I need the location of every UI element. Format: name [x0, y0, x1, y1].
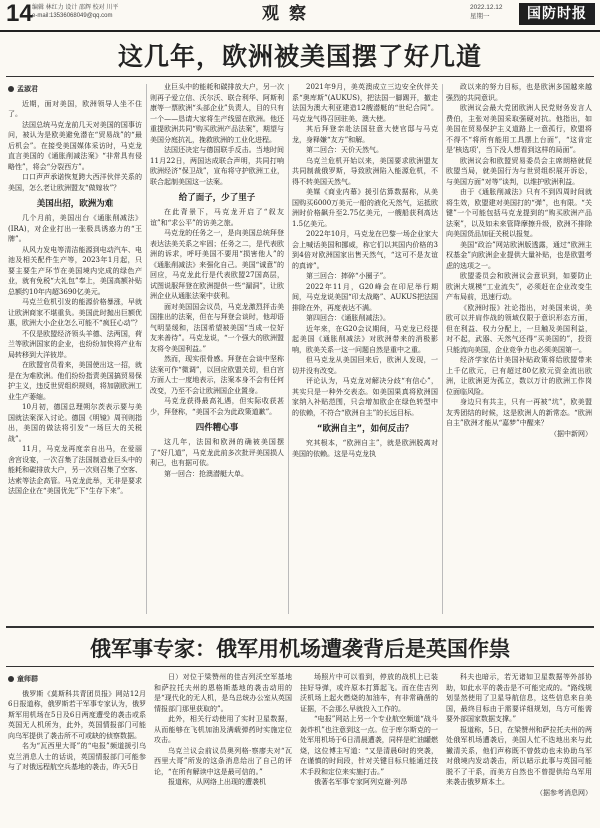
article1-column-1	[8, 82, 142, 620]
paragraph: 此外，相关行动使用了实时卫星数据，从而能够在飞机加油及满载弹药时实施定位攻击。	[154, 715, 292, 744]
paragraph: 法国还决定与德国联手反击。当地时间11月22日，两国达成联合声明，共同打响欧洲经济“保卫战”，宣布将守护欧洲工业，联合起制美国这一法案。	[150, 146, 284, 186]
headline-rule	[6, 76, 594, 77]
article1-headline: 这几年，欧洲被美国摆了好几道	[117, 42, 482, 71]
byline-author: 孟淑君	[17, 84, 38, 93]
paragraph: 欧洲议会和欧盟贸易委员会主席朗格就促欧盟当局，就美国行为与世贸组织展开诉讼，与美国方面“对等”谈判，以维护欧洲利益。	[446, 156, 592, 186]
article1-column-2	[150, 82, 284, 620]
paragraph: 身边只有共主，只有一再被“坑”，欧美盟友秀团结的时候，这是欧洲人的新常态。“欧洲自主”欧洲才能从“嘉梦”中醒来？	[446, 398, 592, 427]
paragraph: 马克龙获得最高礼遇，但实际收获甚少，拜登称，“美国不会为此政策道歉”。	[150, 397, 284, 416]
paragraph: 俄罗斯《莫斯科共青团员报》网站12月6日报道称，俄罗斯若干军事专家认为，俄罗斯军用机场在5日及6日两度遭受的袭击或系英国无人机所为，此外，英国情报部门可能向乌军提供了袭击所不可或缺的侦察数据。	[8, 689, 146, 740]
paragraph: 日）对位于梁赞州的佳吉列沃空军基地和萨拉托夫州的恩格斯基地的袭击动用的是“现代化的无人机，是乌总统办公室从英国情报部门那里获取的”。	[154, 673, 292, 713]
paragraph: 然而，现实很骨感。拜登在会谈中坚称法案可作“微调”，以回应欧盟关切，但白宫方面人士一度地表示，法案本身不会有任何改变，乃至不会让欧洲国企业置身。	[150, 355, 284, 395]
article1-column-3	[292, 82, 438, 620]
article1-column-4	[446, 82, 592, 620]
paragraph: 不仅是欧盟经济领头羊德、法两国，荷兰等欧洲国家的企业，也纷纷加快将产业布局转移到大洋彼岸。	[8, 329, 142, 359]
paragraph: 11月，马克龙再度亲自出马，在爱丽舍宫设宴，一次召集了法国制造业巨头中的能耗和碳排放大户，另一次则召集了空客、达索等法企高管。马克龙此举，无非是要求法国企业在“美国优先”下“生存下来”。	[8, 445, 142, 495]
paragraph: 在欧盟官员看来，美国使出这一招，就是在为难欧洲。他们纷纷指责美国搞贸易保护主义，违反世贸组织规则，将加剧欧洲工业生产萎缩。	[8, 361, 142, 401]
article2-column-1	[8, 672, 146, 824]
paragraph: 2022年10月，马克龙在巴黎一场企业家大会上喊话美国和挪威，称它们以其国内价格的3到4倍对欧洲国家出售天然气，“这可不是友谊的真谛”。	[292, 230, 438, 270]
paragraph: 欧洲议会最大党团欧洲人民党财务发言人费伯，主张对美国采取强硬对抗。他指出，如美国在贸易保护主义道路上一意孤行，欧盟将不得不“将所有能用工具摆上台面”，“这肯定是‘核选项’，当下没人想看到这样的局面”。	[446, 104, 592, 154]
paragraph: 由于《通胀削减法》只有不到四周时间就将生效，欧盟建对美国打的“弹”，也有限。“关键”一个可能包括马克龙提到的“购买欧洲产品法案”，以及如未来管降摩擦升级，欧洲不排除向美国货品加征关税以报复。	[446, 188, 592, 238]
issue-date: 2022.12.12	[470, 4, 503, 11]
paragraph: 2022年11月，G20峰会在印尼举行期间，马克龙说美国“印太战略”、AUKUS把法国排除在外，再度表达不满。	[292, 282, 438, 312]
paragraph: 近期，面对美国，欧洲领导人坐不住了。	[8, 99, 142, 118]
paragraph: 美国“政治”网站欧洲版透露，通过“欧洲主权基金”向欧洲企业提供大量补贴，也是欧盟考虑的选项之一。	[446, 240, 592, 270]
paragraph: 2021年9月，美英澳成立三边安全伙伴关系“奥库斯”(AUKUS)，把法国一脚踢开，撤走法国为澳大利亚建造12艘潜艇的“世纪合同”。马克龙气得召回驻美、澳大使。	[292, 83, 438, 123]
paragraph: 第二回合：天价天然气。	[306, 146, 383, 154]
paragraph: 口口声声承诺恢复跨大西洋伙伴关系的美国，怎么老让欧洲盟友“做嫁妆”？	[8, 173, 142, 192]
paragraph: 场照片中可以看到，停放的战机上已装挂好导弹，或许原本打算起飞。而在佳吉列沃机场上起火燃烧的加油车，有非常确凿的证据，不会那么早就投入工作的。	[300, 673, 438, 713]
article2-column-2	[154, 672, 292, 824]
source-credit: （据中新网）	[550, 429, 592, 438]
paragraph: 欧盟委员会和欧洲议会意识到，如要防止欧洲大规模“工业流失”，必须赶在企业改变生产布局前，迅速行动。	[446, 272, 592, 301]
paragraph: 报道称，5日，在梁赞州和萨拉托夫州的两处俄军机场遭袭后，美国人忙不迭地出来与此撇清关系，他们声称既不曾鼓动也未协助乌军对俄境内发动袭击，所以暗示此事与英国可能脱不了干系，而美方自然也不曾提供给乌军用来袭击俄罗斯本土。	[446, 725, 592, 786]
subheading: 美国出招，欧洲为难	[36, 199, 114, 209]
paragraph: 面对美国国会议员，马克龙激烈抨击美国推出的法案，但在与拜登会谈时，他却语气明显缓和，法国希望被美国“当成一位好友来善待”。马克龙说，“一个强大的欧洲盟友将令美国利益。”	[150, 302, 284, 353]
paragraph: 名为“瓦西里大哥”的“电报”频道援引乌克兰消息人士的话说，英国情报部门可能参与了对俄远程航空兵基地的袭击，昨天5日	[8, 742, 146, 771]
subheading: 给了面子，少了里子	[178, 193, 256, 203]
paragraph: 评论认为，马克龙对解决分歧“有信心”，其实只是一种外交表态。如美国果真将欧洲国家纳入补贴范围，只会增加欧企在绿色转型中的依赖，不符合“欧洲自主”的长远目标。	[292, 377, 438, 417]
section-rule	[6, 626, 594, 628]
editor-email: e-mail:13536068049@qq.com	[32, 13, 113, 19]
paragraph: “电报”网站上另一个专业航空频道“战斗轰炸机”也注意到这一点。位于库尔斯克的一处军用机场于6日清晨遭袭，同样是贮油罐燃烧，这位博主写道：“又是清晨6时的突袭，在谨慎的时间段，针对关键目标只能通过技术手段和定位来实施打击。”	[300, 715, 438, 776]
column-divider	[146, 84, 147, 614]
paragraph: 究其根本，“欧洲自主”，就是欧洲脱离对美国的依赖。这是马克龙执	[292, 439, 438, 458]
paragraph: 第三回合：摔碎“小圈子”。	[306, 272, 391, 280]
author-icon	[8, 676, 14, 682]
subheading: 四件糟心事	[195, 423, 239, 433]
issue-weekday: 星期一	[470, 13, 490, 20]
paragraph: 政以来的努力目标，也是欧洲多国越来越强烈的共同意识。	[446, 83, 592, 102]
column-divider	[288, 84, 289, 614]
paragraph: 业巨头中的能耗和碳排放大户，另一次则再子爱立信、沃尔沃、联合利华、阿斯利康等一票欧洲“头部企业”负责人，目的只有一个——恳请大家将生产线留在欧洲。他还重提欧洲共同“购买欧洲产品法案”，期望与美国分庭抗礼，挽救欧洲的工业化进程。	[150, 83, 284, 144]
paragraph: 在此背景下，马克龙开启了“叙友谊”和“求公平”的访美之旅。	[150, 208, 284, 227]
author-icon	[8, 86, 14, 92]
paragraph: 第四回合：《通胀削减法》。	[306, 314, 390, 322]
paragraph: 马克兰危机引发的能源价格暴涨，早就让欧洲商家不堪重负。美国此时抛出巨额优惠，欧洲大小企业怎么可能不“疯狂心动”？	[8, 298, 142, 327]
byline	[8, 84, 142, 95]
paragraph: 但马克龙从美国回来后，欧洲人发现，一切并没有改变。	[292, 356, 438, 375]
paragraph: 近年来，在G20会议期间，马克龙已经提起美国《通胀削减法》对欧洲带来的消极影响，欧美关系一这一问题自然是重中之重。	[292, 324, 438, 354]
paragraph: 从风力发电等清洁能源到电动汽车、电池及相关配件生产等，2023年1月起，只要主要生产环节在美国境内完成的绿色产业，就有免税“大礼包”奉上，美国高额补贴总额约10年内超3690亿美元。	[8, 245, 142, 296]
headline-rule	[6, 666, 594, 667]
article2-headline: 俄军事专家：俄军用机场遭袭背后是英国作祟	[90, 637, 510, 661]
paragraph: 《欧洲时报》社论指出，对美国来说，美欧可以并肩作战的领域仅限于意识形态方面，但在利益、权力分配上，一旦触及美国利益，对不起，武器、天然气还得“买美国的”，投资只能流向美国，企业竞争力也必须美国第一。	[446, 303, 592, 354]
paragraph: 这几年，法国和欧洲的确被美国摆了“好几道”，马克龙此前多次批评美国损人利己，也有据可依。	[150, 438, 284, 467]
subheading: “欧洲自主”，如何反击？	[316, 424, 414, 434]
paragraph: 其后拜登亲赴法国驻意大使官邸与马克龙，身释嫌“友方”和解。	[292, 125, 438, 144]
editor-credits	[32, 4, 118, 20]
byline	[8, 674, 146, 685]
paragraph: 第一回合：抢澳潜艇大单。	[164, 469, 248, 478]
masthead	[0, 0, 600, 32]
paragraph: 报道称，从网络上出现的遭袭机	[168, 778, 266, 786]
paragraph: 马克龙的任务之一，是向美国总统拜登表达法美关系之牢固；任务之二，是代表欧洲的诉求，呼吁美国不要用“损害他人”的《通胀削减法》来强化自己。美国“诚意”的回应，马克龙此行是代表欧盟27国高层，试图说服拜登在欧洲提供一些“漏洞”，让欧洲企业从通胀法案中获利。	[150, 229, 284, 300]
column-divider	[442, 84, 443, 614]
paragraph: 乌克兰危机开始以来，美国要求欧洲盟友共同制裁俄罗斯，导致欧洲陷入能源危机，不得不转美国天然气。	[292, 156, 438, 186]
section-title: 观察	[262, 4, 316, 24]
paragraph: 法国总统马克龙前几天对美国的国事访问，被认为是欧美避免潜在“贸易战”的“最后机会”。在接受美国媒体采访时，马克龙直言美国的《通胀削减法案》“非常具有侵略性”，将会“分裂西方”。	[8, 120, 142, 171]
newspaper-logo: 国防时报	[519, 3, 595, 25]
source-credit: （据参考消息网）	[536, 788, 592, 797]
paragraph: 美媒《商业内幕》援引估算数据称，从美国购买6000万美元一船的液化天然气，运抵欧洲时价格飙升至2.75亿美元，一艘船获利高达1.5亿美元。	[292, 188, 438, 228]
page-number: 14	[6, 0, 33, 27]
paragraph: 几个月前，美国出台《通胀削减法》(IRA)，对企业打出一张极具诱惑力的“王牌”。	[8, 214, 142, 243]
paragraph: 乌克兰议会前议员奥列格·察廖夫对“瓦西里大哥”所发的这条消息给出了自己的评论，“在所有解读中这是最可信的。”	[154, 746, 292, 776]
paragraph: 科夫也暗示，若无诸如卫星数据等外部协助，如此水平的袭击是不可能完成的。“路线规划显然使用了卫星导航信息，这些信息来自美国，最终目标由于需要详细规划，乌方可能需要外部国家数据支撑。”	[446, 673, 592, 723]
editor-names: 编辑 林红力 设计 邵辉 校对 川平	[32, 5, 119, 11]
article2-column-3	[300, 672, 438, 824]
byline-author: 童师群	[17, 674, 38, 683]
paragraph: 经济学家估计美国补贴政策将给欧盟带来上千亿欧元，已有超过80亿欧元资金流出欧洲，让欧洲更为孤立，数以万计的欧洲工作岗位面临风险。	[446, 356, 592, 396]
issue-date-block	[470, 3, 503, 21]
article2-column-4	[446, 672, 592, 824]
paragraph: 俄著名军事专家阿列克谢·列昂	[314, 778, 408, 786]
paragraph: 10月初，德国总理朔尔茨表示要与美国就法案深入讨论。德国《明镜》周刊则指出，美国的做法将引发“一场巨大的关税战”。	[8, 403, 142, 443]
